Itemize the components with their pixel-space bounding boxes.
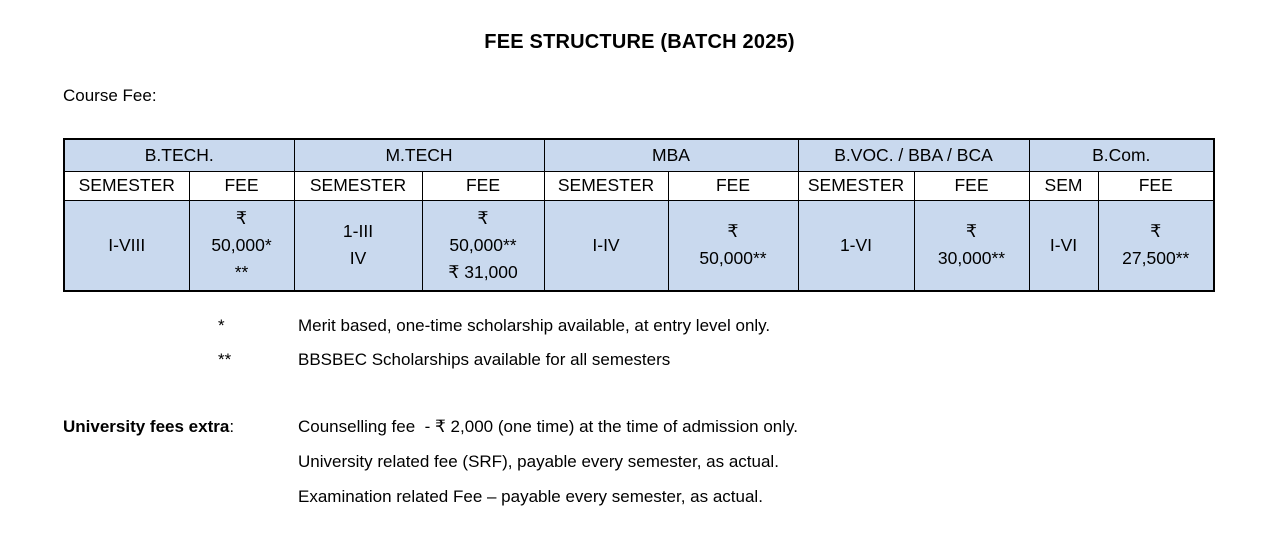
footnote-double-asterisk [218, 350, 770, 384]
university-fees-extra-lines [298, 409, 798, 514]
fee-value-mtech: ₹ 50,000** ₹ 31,000 [422, 200, 544, 291]
fee-value-mba: ₹ 50,000** [668, 200, 798, 291]
semester-column-header: SEMESTER [64, 171, 189, 200]
extra-fee-line-examination: Examination related Fee – payable every semester, as actual. [298, 487, 763, 506]
fee-column-header: FEE [189, 171, 294, 200]
fee-column-header: FEE [914, 171, 1029, 200]
fee-column-header: FEE [422, 171, 544, 200]
fee-column-header: FEE [668, 171, 798, 200]
rupee-symbol: ₹ [477, 207, 489, 228]
footnotes [218, 316, 770, 384]
fee-table [63, 138, 1215, 292]
fee-data-row [64, 200, 1214, 291]
footnote-text: BBSBEC Scholarships available for all semesters [298, 350, 671, 369]
semester-value-bvoc: 1-VI [798, 200, 914, 291]
rupee-symbol: ₹ [965, 221, 978, 242]
semester-value-mtech: 1-III IV [294, 200, 422, 291]
course-header-btech: B.TECH. [64, 139, 294, 171]
rupee-symbol: ₹ [1150, 221, 1162, 242]
semester-column-header: SEMESTER [798, 171, 914, 200]
university-fees-extra-section [63, 409, 798, 514]
course-header-mba: MBA [544, 139, 798, 171]
course-header-mtech: M.TECH [294, 139, 544, 171]
semester-value-bcom: I-VI [1029, 200, 1098, 291]
semester-column-header: SEMESTER [294, 171, 422, 200]
label-colon: : [229, 417, 235, 436]
fee-value-bcom: ₹ 27,500** [1098, 200, 1214, 291]
footnote-single-asterisk [218, 316, 770, 350]
semester-column-header: SEMESTER [544, 171, 668, 200]
university-fees-extra-label: University fees extra: [63, 417, 235, 436]
fee-value-bvoc: ₹ 30,000** [914, 200, 1029, 291]
course-header-bvoc-bba-bca: B.VOC. / BBA / BCA [798, 139, 1029, 171]
extra-fee-line-srf: University related fee (SRF), payable every semester, as actual. [298, 452, 779, 471]
semester-value-mba: I-IV [544, 200, 668, 291]
semester-value-btech: I-VIII [64, 200, 189, 291]
footnote-text: Merit based, one-time scholarship available, at entry level only. [298, 316, 771, 335]
footnote-marker: ** [218, 350, 232, 369]
extra-fee-line-counselling: Counselling fee - ₹ 2,000 (one time) at the time of admission only. [298, 417, 798, 436]
page-title: FEE STRUCTURE (BATCH 2025) [484, 31, 795, 53]
column-header-row [64, 171, 1214, 200]
course-header-bcom: B.Com. [1029, 139, 1214, 171]
rupee-symbol: ₹ [235, 207, 248, 228]
footnote-marker: * [218, 316, 225, 335]
fee-value-btech: ₹ 50,000* ** [189, 200, 294, 291]
rupee-symbol: ₹ [727, 221, 739, 242]
course-fee-label: Course Fee: [63, 86, 157, 105]
course-header-row [64, 139, 1214, 171]
fee-column-header: FEE [1098, 171, 1214, 200]
semester-column-header: SEM [1029, 171, 1098, 200]
